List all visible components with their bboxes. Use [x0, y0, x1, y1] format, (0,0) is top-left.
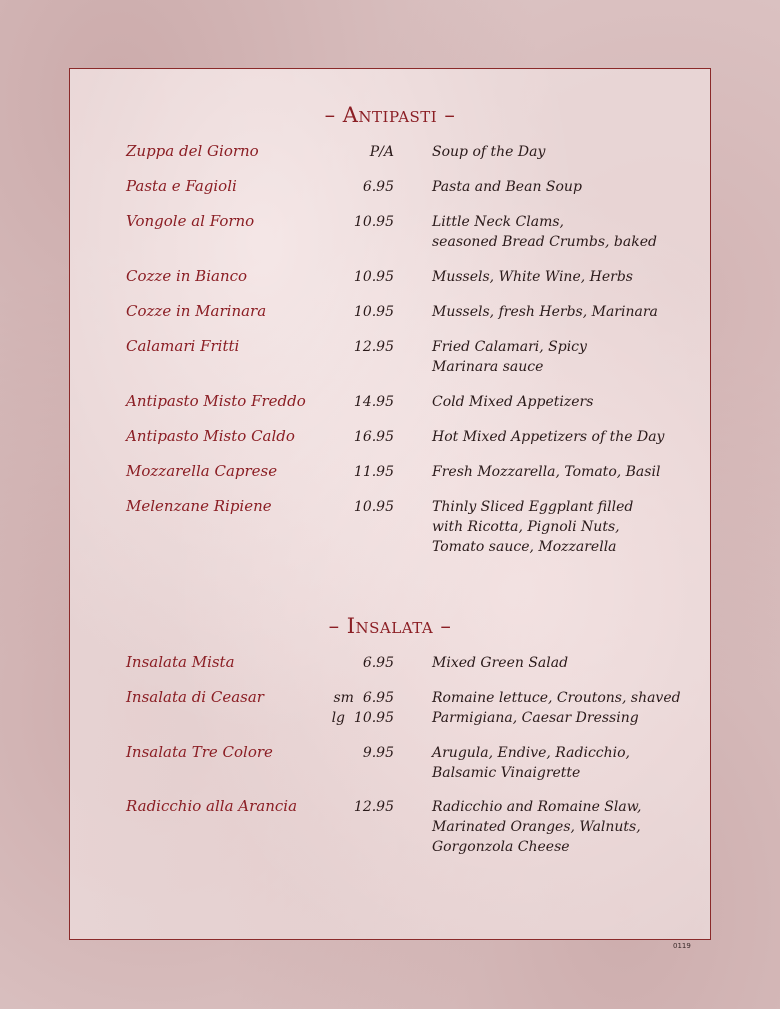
description-line: Tomato sauce, Mozzarella [432, 539, 617, 555]
item-price [332, 688, 394, 728]
item-description [432, 688, 681, 728]
item-description [432, 337, 587, 377]
description-line: Mussels, White Wine, Herbs [432, 269, 633, 285]
description-line: Soup of the Day [432, 144, 546, 160]
item-price: 14.95 [353, 394, 394, 410]
description-line: Marinated Oranges, Walnuts, [432, 819, 641, 835]
item-price: 10.95 [353, 304, 394, 320]
item-price: 6.95 [362, 179, 394, 195]
description-line: Fried Calamari, Spicy [432, 339, 587, 355]
item-name: Melenzane Ripiene [126, 497, 272, 515]
description-line: Parmigiana, Caesar Dressing [432, 710, 639, 726]
item-name: Zuppa del Giorno [126, 142, 259, 160]
item-description [432, 212, 657, 252]
description-line: Mixed Green Salad [432, 655, 569, 671]
item-name: Mozzarella Caprese [126, 462, 278, 480]
item-price: 10.95 [353, 214, 394, 230]
description-line: Mussels, fresh Herbs, Marinara [432, 304, 658, 320]
description-line: Hot Mixed Appetizers of the Day [432, 429, 665, 445]
item-name: Calamari Fritti [126, 337, 240, 355]
item-name: Antipasto Misto Caldo [126, 427, 295, 445]
item-description [432, 267, 633, 287]
item-name: Pasta e Fagioli [126, 177, 237, 195]
description-line: Marinara sauce [432, 359, 544, 375]
item-description [432, 653, 568, 673]
page-code: 0119 [673, 942, 691, 950]
item-name: Insalata di Ceasar [126, 688, 264, 706]
section-title-insalata: – Insalata – [328, 614, 452, 638]
item-description [432, 177, 582, 197]
description-line: Little Neck Clams, [432, 214, 564, 230]
description-line: Pasta and Bean Soup [432, 179, 582, 195]
description-line: Fresh Mozzarella, Tomato, Basil [432, 464, 661, 480]
item-price: P/A [369, 144, 394, 160]
item-price: 11.95 [353, 464, 394, 480]
description-line: Gorgonzola Cheese [432, 839, 570, 855]
description-line: Radicchio and Romaine Slaw, [432, 799, 642, 815]
item-price: 9.95 [362, 745, 394, 761]
item-description [432, 427, 664, 447]
price-large: lg 10.95 [331, 710, 394, 726]
item-name: Radicchio alla Arancia [126, 797, 298, 815]
description-line: Cold Mixed Appetizers [432, 394, 594, 410]
item-description [432, 797, 642, 857]
item-price: 12.95 [353, 339, 394, 355]
item-name: Insalata Mista [126, 653, 235, 671]
description-line: Arugula, Endive, Radicchio, [432, 745, 630, 761]
item-name: Cozze in Bianco [126, 267, 248, 285]
item-price: 6.95 [362, 655, 394, 671]
item-name: Cozze in Marinara [126, 302, 267, 320]
description-line: seasoned Bread Crumbs, baked [432, 234, 657, 250]
item-name: Insalata Tre Colore [126, 743, 273, 761]
item-price: 16.95 [353, 429, 394, 445]
description-line: Thinly Sliced Eggplant filled [432, 499, 634, 515]
price-small: sm 6.95 [333, 690, 394, 706]
item-price: 12.95 [353, 799, 394, 815]
description-line: Balsamic Vinaigrette [432, 765, 581, 781]
item-name: Antipasto Misto Freddo [126, 392, 306, 410]
description-line: Romaine lettuce, Croutons, shaved [432, 690, 681, 706]
item-description [432, 302, 658, 322]
description-line: with Ricotta, Pignoli Nuts, [432, 519, 620, 535]
item-description [432, 462, 660, 482]
section-title-antipasti: – Antipasti – [324, 103, 456, 127]
item-description [432, 392, 593, 412]
item-description [432, 743, 630, 783]
item-description [432, 497, 633, 557]
item-price: 10.95 [353, 269, 394, 285]
item-name: Vongole al Forno [126, 212, 255, 230]
item-price: 10.95 [353, 499, 394, 515]
item-description [432, 142, 545, 162]
